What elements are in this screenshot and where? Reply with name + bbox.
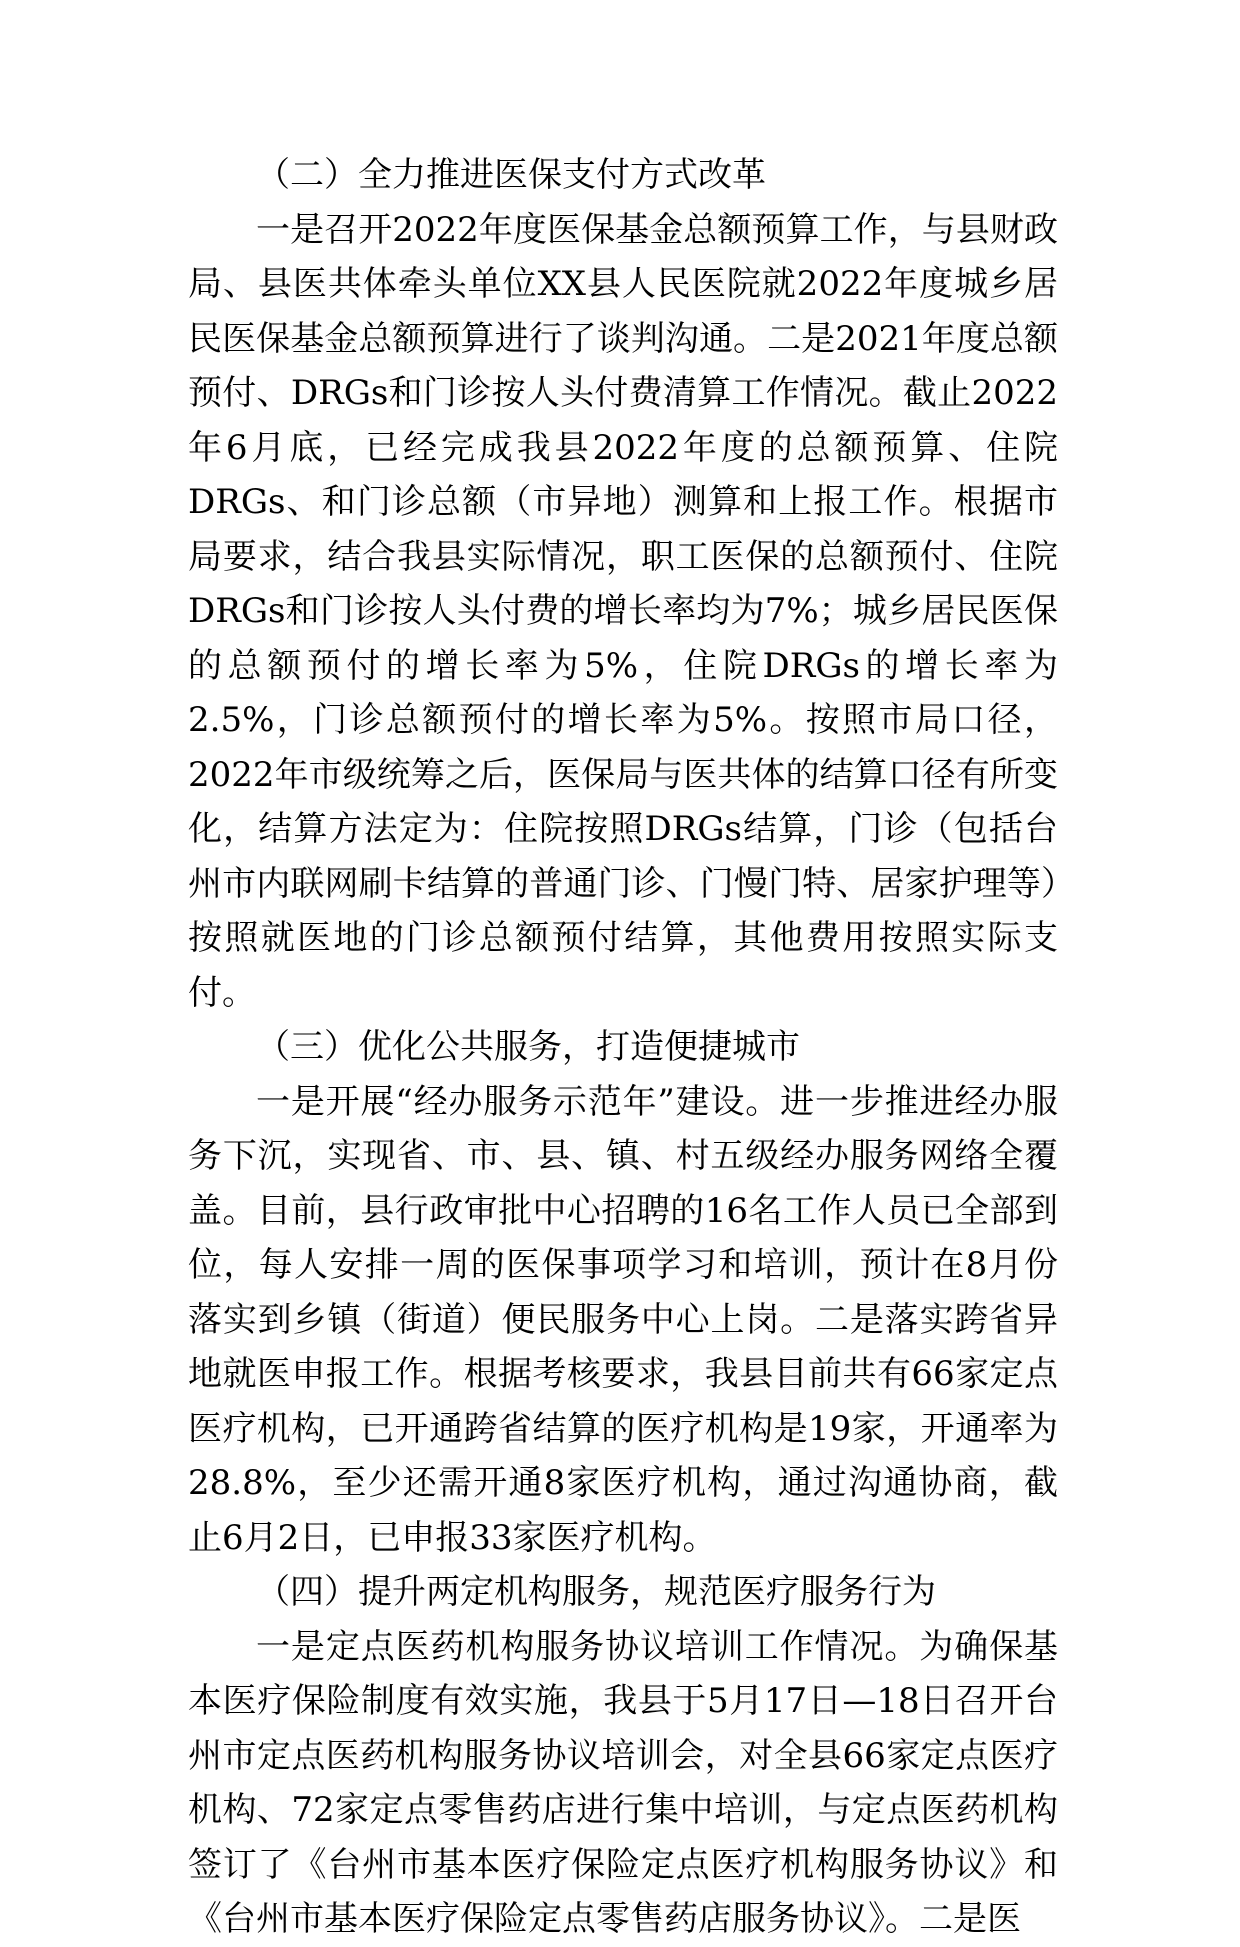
section-heading-2: （二）全力推进医保支付方式改革 <box>256 155 766 195</box>
section-heading-3: （三）优化公共服务，打造便捷城市 <box>256 1027 800 1067</box>
section-body-3: 一是开展“经办服务示范年”建设。进一步推进经办服务下沉，实现省、市、县、镇、村五级经办服务网络全覆盖。目前，县行政审批中心招聘的16名工作人员已全部到位，每人安排一周的医保事项学习和培训，预计在8月份落实到乡镇（街道）便民服务中心上岗。二是落实跨省异地就医申报工作。根据考核要求，我县目前共有66家定点医疗机构，已开通跨省结算的医疗机构是19家，开通率为28.8%，至少还需开通8家医疗机构，通过沟通协商，截止6月2日，已申报33家医疗机构。 <box>188 1081 1058 1558</box>
section-heading-4: （四）提升两定机构服务，规范医疗服务行为 <box>256 1572 936 1612</box>
document-page <box>188 148 1058 1947</box>
section-body-2: 一是召开2022年度医保基金总额预算工作，与县财政局、县医共体牵头单位XX县人民医院就2022年度城乡居民医保基金总额预算进行了谈判沟通。二是2021年度总额预付、DRGs和门诊按人头付费清算工作情况。截止2022年6月底，已经完成我县2022年度的总额预算、住院DRGs、和门诊总额（市异地）测算和上报工作。根据市局要求，结合我县实际情况，职工医保的总额预付、住院DRGs和门诊按人头付费的增长率均为7%；城乡居民医保的总额预付的增长率为5%，住院DRGs的增长率为2.5%，门诊总额预付的增长率为5%。按照市局口径，2022年市级统筹之后，医保局与医共体的结算口径有所变化，结算方法定为：住院按照DRGs结算，门诊（包括台州市内联网刷卡结算的普通门诊、门慢门特、居家护理等）按照就医地的门诊总额预付结算，其他费用按照实际支付。 <box>188 209 1058 1013</box>
section-body-4: 一是定点医药机构服务协议培训工作情况。为确保基本医疗保险制度有效实施，我县于5月17日—18日召开台州市定点医药机构服务协议培训会，对全县66家定点医疗机构、72家定点零售药店进行集中培训，与定点医药机构签订了《台州市基本医疗保险定点医疗机构服务协议》和《台州市基本医疗保险定点零售药店服务协议》。二是医 <box>188 1626 1058 1939</box>
